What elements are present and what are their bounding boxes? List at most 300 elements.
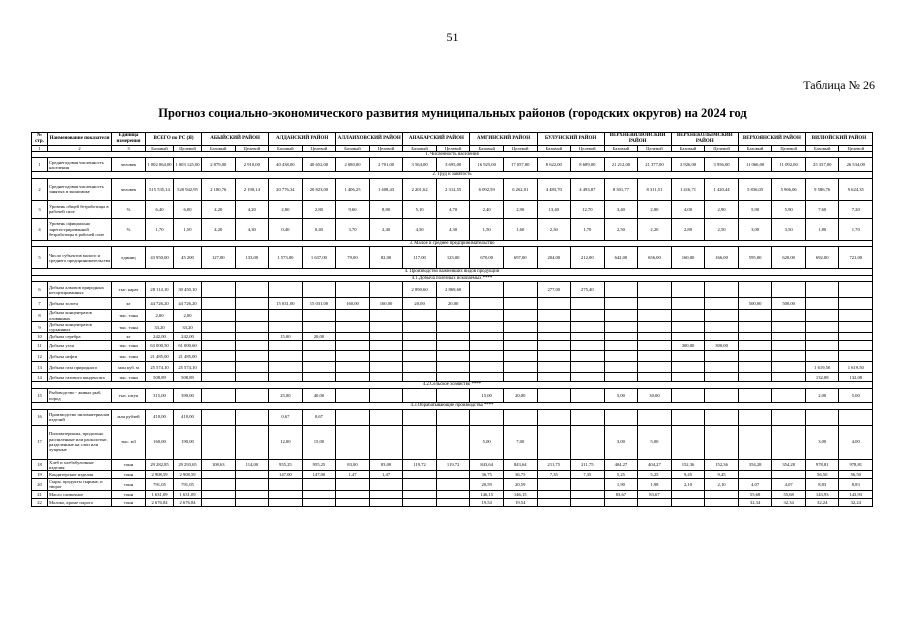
row-value-cell: 4 493,87: [571, 178, 605, 200]
row-value-cell: 33,20: [146, 321, 174, 333]
variant-row: [32, 145, 873, 151]
row-value-cell: [705, 409, 739, 425]
row-value-cell: [202, 479, 236, 491]
row-value-cell: [705, 425, 739, 459]
row-number: 7: [32, 298, 48, 310]
section-title: 4.3.Обрабатывающие производства ****: [32, 403, 873, 410]
row-value-cell: 44 726,20: [146, 298, 174, 310]
row-value-cell: 21 485,00: [174, 351, 202, 362]
row-value-cell: [470, 409, 504, 425]
row-number: 18: [32, 459, 48, 471]
row-value-cell: [671, 333, 705, 341]
variant-base-label: Базовый: [604, 145, 638, 151]
row-value-cell: [503, 282, 537, 298]
row-value-cell: 13,40: [537, 200, 571, 218]
row-value-cell: 8,83: [839, 479, 873, 491]
row-value-cell: 166,00: [705, 247, 739, 269]
row-value-cell: [470, 282, 504, 298]
row-value-cell: 1,47: [336, 471, 370, 479]
row-value-cell: 15 031,00: [269, 298, 303, 310]
row-value-cell: 2,90: [503, 200, 537, 218]
row-value-cell: 33,20: [174, 321, 202, 333]
row-value-cell: [436, 341, 470, 351]
row-value-cell: 36,75: [503, 471, 537, 479]
row-value-cell: 212,00: [571, 247, 605, 269]
row-value-cell: [436, 310, 470, 322]
row-value-cell: 3,70: [336, 218, 370, 240]
row-value-cell: [604, 341, 638, 351]
row-number: 13: [32, 362, 48, 373]
row-value-cell: 390,00: [174, 389, 202, 403]
row-value-cell: 20 776,34: [269, 178, 303, 200]
row-value-cell: 9,60: [336, 200, 370, 218]
document-title: Прогноз социально-экономического развития муниципальных районов (городских округов) на 2024 год: [158, 106, 747, 120]
row-value-cell: [738, 351, 772, 362]
row-value-cell: 56,50: [839, 471, 873, 479]
row-value-cell: [805, 298, 839, 310]
row-value-cell: 2 180,76: [202, 178, 236, 200]
row-value-cell: 32,34: [772, 498, 806, 506]
row-value-cell: 6 092,59: [470, 178, 504, 200]
variant-target-label: Целевой: [235, 145, 269, 151]
row-value-cell: [235, 498, 269, 506]
row-unit: тонн: [112, 490, 146, 498]
row-value-cell: 3 564,00: [403, 158, 437, 172]
row-value-cell: 25 574,10: [174, 362, 202, 373]
row-value-cell: [537, 425, 571, 459]
row-indicator-name: Производство пиломатериалов изделий: [48, 409, 112, 425]
row-value-cell: [369, 373, 403, 382]
row-value-cell: 2 869,60: [436, 282, 470, 298]
row-value-cell: [202, 341, 236, 351]
row-value-cell: [503, 409, 537, 425]
row-value-cell: [503, 321, 537, 333]
row-value-cell: 1 416,71: [671, 178, 705, 200]
row-value-cell: [571, 490, 605, 498]
row-value-cell: 4,00: [839, 425, 873, 459]
row-value-cell: 20,59: [470, 479, 504, 491]
row-value-cell: [671, 425, 705, 459]
row-number: 16: [32, 409, 48, 425]
row-value-cell: 5,00: [839, 389, 873, 403]
row-value-cell: [235, 471, 269, 479]
row-value-cell: [671, 298, 705, 310]
row-value-cell: [705, 373, 739, 382]
row-indicator-name: Среднегодовая численность населения: [48, 158, 112, 172]
row-value-cell: 19,54: [470, 498, 504, 506]
row-value-cell: [671, 490, 705, 498]
row-value-cell: [369, 490, 403, 498]
row-value-cell: 4,07: [738, 479, 772, 491]
row-value-cell: [604, 333, 638, 341]
row-value-cell: [705, 362, 739, 373]
column-index: 3: [112, 145, 146, 151]
row-value-cell: 40,00: [302, 389, 336, 403]
row-value-cell: 642,00: [604, 247, 638, 269]
row-value-cell: 3,00: [805, 425, 839, 459]
row-value-cell: [571, 341, 605, 351]
row-unit: %: [112, 218, 146, 240]
row-value-cell: [235, 282, 269, 298]
row-value-cell: [537, 362, 571, 373]
variant-base-label: Базовый: [202, 145, 236, 151]
row-value-cell: 63 000,50: [146, 341, 174, 351]
row-value-cell: 7,20: [839, 200, 873, 218]
table-row: [32, 373, 873, 382]
row-value-cell: 0,40: [302, 218, 336, 240]
table-row: [32, 341, 873, 351]
row-value-cell: 146,15: [470, 490, 504, 498]
row-value-cell: 2,80: [638, 200, 672, 218]
variant-target-label: Целевой: [839, 145, 873, 151]
row-value-cell: [269, 282, 303, 298]
row-value-cell: 20,00: [302, 333, 336, 341]
table-label: Таблица № 26: [803, 78, 875, 92]
row-unit: тонн: [112, 471, 146, 479]
row-value-cell: [403, 373, 437, 382]
row-value-cell: [302, 498, 336, 506]
row-number: 2: [32, 178, 48, 200]
row-value-cell: 2,00: [146, 310, 174, 322]
row-value-cell: [805, 282, 839, 298]
row-value-cell: [671, 310, 705, 322]
row-value-cell: [571, 298, 605, 310]
row-value-cell: [235, 341, 269, 351]
row-value-cell: [839, 351, 873, 362]
row-value-cell: 8,80: [369, 200, 403, 218]
section-title: 4.1.Добыча полезных ископаемых ****: [32, 275, 873, 282]
row-value-cell: 3 956,00: [705, 158, 739, 172]
row-value-cell: 17 057,00: [503, 158, 537, 172]
row-value-cell: 21 377,00: [638, 158, 672, 172]
row-value-cell: 1,50: [174, 218, 202, 240]
row-number: 6: [32, 282, 48, 298]
row-value-cell: [604, 298, 638, 310]
row-value-cell: [571, 389, 605, 403]
row-value-cell: [336, 409, 370, 425]
row-value-cell: [403, 310, 437, 322]
row-value-cell: [202, 282, 236, 298]
row-unit: тыс. карат: [112, 282, 146, 298]
row-value-cell: 160,00: [146, 425, 174, 459]
row-value-cell: 1 631,09: [174, 490, 202, 498]
row-value-cell: [436, 389, 470, 403]
row-value-cell: [336, 321, 370, 333]
row-value-cell: [537, 298, 571, 310]
row-value-cell: [805, 333, 839, 341]
variant-base-label: Базовый: [738, 145, 772, 151]
row-value-cell: 2 190,14: [235, 178, 269, 200]
variant-base-label: Базовый: [403, 145, 437, 151]
row-value-cell: [738, 409, 772, 425]
page-number: 51: [446, 30, 459, 44]
variant-target-label: Целевой: [571, 145, 605, 151]
row-value-cell: [403, 479, 437, 491]
row-value-cell: 0,67: [269, 409, 303, 425]
header-district: АЛДАНСКИЙ РАЙОН: [269, 133, 336, 146]
row-value-cell: [336, 389, 370, 403]
row-value-cell: [738, 471, 772, 479]
row-value-cell: 656,00: [638, 247, 672, 269]
row-value-cell: [805, 409, 839, 425]
row-value-cell: 300,00: [671, 341, 705, 351]
row-value-cell: 791,05: [146, 479, 174, 491]
row-indicator-name: Уровень общей безработицы в рабочей силе: [48, 200, 112, 218]
row-value-cell: [571, 409, 605, 425]
row-value-cell: [302, 479, 336, 491]
row-value-cell: 2,90: [705, 200, 739, 218]
row-value-cell: [470, 341, 504, 351]
row-number: 8: [32, 310, 48, 322]
row-value-cell: 2,10: [705, 479, 739, 491]
row-value-cell: 82,00: [369, 247, 403, 269]
row-value-cell: [738, 362, 772, 373]
row-value-cell: [235, 479, 269, 491]
row-value-cell: 275,40: [571, 282, 605, 298]
row-value-cell: 15,00: [269, 333, 303, 341]
row-value-cell: 620,00: [772, 247, 806, 269]
row-value-cell: 843,64: [503, 459, 537, 471]
row-value-cell: [571, 351, 605, 362]
row-number: 1: [32, 158, 48, 172]
row-value-cell: 1,70: [839, 218, 873, 240]
row-unit: тыс. тонн: [112, 373, 146, 382]
row-value-cell: 1 631,09: [146, 490, 174, 498]
row-value-cell: [638, 298, 672, 310]
row-indicator-name: Уровень официально зарегистрированной безработицы в рабочей силе: [48, 218, 112, 240]
row-value-cell: [738, 389, 772, 403]
row-value-cell: 7,35: [537, 471, 571, 479]
header-name: Наименование показателя: [48, 133, 112, 146]
row-value-cell: [403, 333, 437, 341]
row-value-cell: 0,67: [302, 409, 336, 425]
row-value-cell: [202, 389, 236, 403]
row-number: 4: [32, 218, 48, 240]
row-value-cell: 508,89: [174, 373, 202, 382]
row-value-cell: [470, 351, 504, 362]
row-value-cell: [235, 321, 269, 333]
row-value-cell: [369, 389, 403, 403]
row-value-cell: 160,00: [671, 247, 705, 269]
row-value-cell: 160,00: [369, 298, 403, 310]
row-value-cell: 127,00: [202, 247, 236, 269]
row-value-cell: [436, 373, 470, 382]
row-value-cell: [235, 298, 269, 310]
row-unit: тыс. тонн: [112, 310, 146, 322]
row-value-cell: [202, 310, 236, 322]
row-value-cell: [369, 351, 403, 362]
row-value-cell: [503, 341, 537, 351]
row-value-cell: [537, 479, 571, 491]
row-value-cell: 2 312,55: [436, 178, 470, 200]
row-value-cell: [738, 282, 772, 298]
row-value-cell: 978,81: [805, 459, 839, 471]
variant-target-label: Целевой: [638, 145, 672, 151]
row-value-cell: [336, 282, 370, 298]
row-value-cell: [537, 389, 571, 403]
row-value-cell: [202, 351, 236, 362]
row-value-cell: 955,25: [302, 459, 336, 471]
row-value-cell: [738, 373, 772, 382]
row-value-cell: [638, 282, 672, 298]
row-value-cell: [235, 490, 269, 498]
row-value-cell: [235, 373, 269, 382]
row-value-cell: 143,93: [805, 490, 839, 498]
row-value-cell: [235, 310, 269, 322]
row-value-cell: 83,67: [638, 490, 672, 498]
row-value-cell: [772, 471, 806, 479]
row-indicator-name: Рыбоводство - живых рыб, пород: [48, 389, 112, 403]
row-value-cell: [336, 351, 370, 362]
row-value-cell: 15 031,00: [302, 298, 336, 310]
row-value-cell: [202, 425, 236, 459]
row-value-cell: [336, 498, 370, 506]
variant-base-label: Базовый: [537, 145, 571, 151]
row-value-cell: [638, 341, 672, 351]
row-value-cell: 5 836,05: [738, 178, 772, 200]
header-total: ВСЕГО по РС (Я): [146, 133, 202, 146]
row-value-cell: [638, 333, 672, 341]
row-value-cell: 29 282,85: [146, 459, 174, 471]
table-row: [32, 282, 873, 298]
row-value-cell: [638, 373, 672, 382]
row-number: 3: [32, 200, 48, 218]
row-value-cell: [805, 310, 839, 322]
row-value-cell: [336, 341, 370, 351]
row-value-cell: [369, 362, 403, 373]
row-value-cell: 5,00: [638, 425, 672, 459]
row-value-cell: 45 200: [174, 247, 202, 269]
row-value-cell: 2,40: [470, 200, 504, 218]
row-value-cell: 2 676,84: [174, 498, 202, 506]
row-value-cell: [369, 321, 403, 333]
row-number: 9: [32, 321, 48, 333]
row-value-cell: [302, 321, 336, 333]
row-value-cell: 119,72: [403, 459, 437, 471]
row-value-cell: 12,70: [571, 200, 605, 218]
row-value-cell: [604, 409, 638, 425]
row-value-cell: 7,35: [571, 471, 605, 479]
variant-target-label: Целевой: [503, 145, 537, 151]
row-value-cell: [805, 321, 839, 333]
row-indicator-name: Среднегодовая численность занятых в экономике: [48, 178, 112, 200]
row-value-cell: 21 485,00: [146, 351, 174, 362]
header-district: АНАБАРСКИЙ РАЙОН: [403, 133, 470, 146]
variant-target-label: Целевой: [174, 145, 202, 151]
row-value-cell: 354,28: [738, 459, 772, 471]
row-value-cell: 190,00: [174, 425, 202, 459]
row-value-cell: [638, 362, 672, 373]
row-value-cell: 697,00: [503, 247, 537, 269]
row-value-cell: 843,64: [470, 459, 504, 471]
row-value-cell: 4,30: [436, 218, 470, 240]
row-value-cell: [302, 362, 336, 373]
row-value-cell: 3,40: [604, 200, 638, 218]
row-value-cell: 133,00: [235, 247, 269, 269]
row-value-cell: 242,00: [146, 333, 174, 341]
row-value-cell: 3 695,00: [436, 158, 470, 172]
row-value-cell: 1,60: [503, 218, 537, 240]
row-value-cell: [202, 333, 236, 341]
row-value-cell: [369, 409, 403, 425]
row-value-cell: [403, 409, 437, 425]
row-value-cell: 2 908,59: [174, 471, 202, 479]
row-value-cell: 79,00: [336, 247, 370, 269]
row-value-cell: [772, 389, 806, 403]
row-value-cell: [571, 362, 605, 373]
row-value-cell: [537, 498, 571, 506]
variant-base-label: Базовый: [470, 145, 504, 151]
row-value-cell: [470, 373, 504, 382]
row-value-cell: 147,00: [269, 471, 303, 479]
row-value-cell: 152,36: [671, 459, 705, 471]
row-value-cell: [571, 425, 605, 459]
row-value-cell: [202, 409, 236, 425]
table-row: [32, 479, 873, 491]
row-unit: тонн: [112, 498, 146, 506]
variant-target-label: Целевой: [705, 145, 739, 151]
row-value-cell: [336, 310, 370, 322]
row-value-cell: [537, 373, 571, 382]
row-value-cell: [269, 310, 303, 322]
row-value-cell: 500,00: [738, 298, 772, 310]
row-value-cell: [369, 310, 403, 322]
row-unit: млн рублей: [112, 409, 146, 425]
row-value-cell: 4,70: [436, 200, 470, 218]
row-value-cell: [571, 373, 605, 382]
row-value-cell: [503, 333, 537, 341]
header-district: АМГИНСКИЙ РАЙОН: [470, 133, 537, 146]
row-value-cell: 2 701,00: [369, 158, 403, 172]
row-value-cell: [571, 333, 605, 341]
row-value-cell: [470, 362, 504, 373]
row-value-cell: [302, 310, 336, 322]
row-value-cell: 5,25: [638, 471, 672, 479]
row-value-cell: 2,80: [671, 218, 705, 240]
row-value-cell: 20 823,00: [302, 178, 336, 200]
row-value-cell: [436, 471, 470, 479]
row-value-cell: 670,00: [470, 247, 504, 269]
table-row: [32, 389, 873, 403]
table-row: [32, 333, 873, 341]
row-value-cell: 1,98: [638, 479, 672, 491]
row-value-cell: 2,80: [302, 200, 336, 218]
row-value-cell: [369, 282, 403, 298]
row-indicator-name: Добыча угля: [48, 341, 112, 351]
forecast-table: [31, 132, 873, 507]
row-value-cell: 2,80: [269, 200, 303, 218]
row-value-cell: 83,67: [604, 490, 638, 498]
row-value-cell: [202, 321, 236, 333]
row-value-cell: 1,50: [470, 218, 504, 240]
row-value-cell: 1 003 125,00: [174, 158, 202, 172]
table-row: [32, 218, 873, 240]
row-value-cell: [604, 498, 638, 506]
row-value-cell: [705, 498, 739, 506]
row-indicator-name: Хлеб и хлебобулочные изделия: [48, 459, 112, 471]
row-value-cell: 404,27: [604, 459, 638, 471]
row-value-cell: [369, 341, 403, 351]
row-value-cell: [302, 490, 336, 498]
column-index: 2: [48, 145, 112, 151]
row-value-cell: [269, 341, 303, 351]
row-unit: тонн: [112, 479, 146, 491]
row-value-cell: 9,45: [705, 471, 739, 479]
row-value-cell: [235, 362, 269, 373]
row-value-cell: 500,00: [772, 298, 806, 310]
row-indicator-name: Добыча серебра: [48, 333, 112, 341]
row-value-cell: [503, 310, 537, 322]
